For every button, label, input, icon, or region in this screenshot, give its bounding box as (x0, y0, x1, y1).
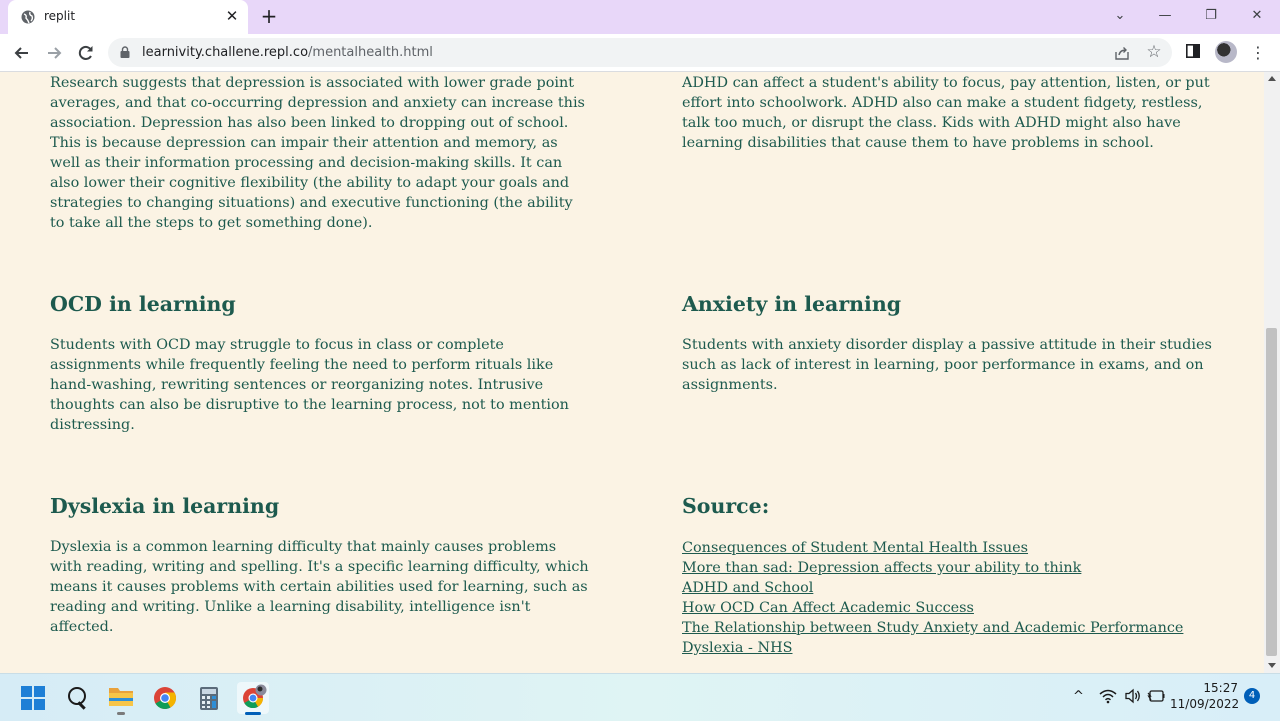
url-text[interactable] (142, 45, 433, 60)
tab-title: replit (44, 9, 76, 23)
list-item (682, 598, 1183, 618)
chrome-icon[interactable] (149, 682, 181, 714)
source-link[interactable]: How OCD Can Affect Academic Success (682, 600, 974, 616)
browser-menu-icon[interactable]: ⋮ (1250, 43, 1266, 62)
battery-charging-icon[interactable] (1147, 689, 1165, 703)
windows-start-icon[interactable] (17, 682, 49, 714)
minimize-button[interactable]: — (1158, 8, 1172, 23)
list-item (682, 618, 1183, 638)
windows-taskbar (0, 673, 1280, 721)
source-link[interactable]: More than sad: Depression affects your ability to think (682, 560, 1082, 576)
side-panel-icon[interactable] (1186, 44, 1200, 58)
list-item (682, 578, 1183, 598)
url-host: learnivity.challene.repl.co (142, 45, 309, 60)
url-path: /mentalhealth.html (308, 45, 433, 60)
close-window-button[interactable]: ✕ (1251, 8, 1263, 23)
tray-overflow-chevron-icon[interactable]: ^ (1073, 689, 1084, 704)
restore-button[interactable]: ❐ (1205, 8, 1217, 23)
adhd-paragraph: ADHD can affect a student's ability to focus, pay attention, listen, or put effort into schoolwork. ADHD also can make a student fidgety, restless, talk too much, or disrupt the class. Kids with ADHD might also have learning disabilities that cause them to have problems in school. (682, 75, 1210, 151)
source-link[interactable]: Consequences of Student Mental Health Issues (682, 540, 1029, 556)
tab-close-icon[interactable]: ✕ (225, 7, 239, 25)
list-item (682, 538, 1183, 558)
address-bar[interactable] (108, 38, 1172, 67)
anxiety-heading: Anxiety in learning (682, 292, 902, 316)
bookmark-star-icon[interactable]: ☆ (1146, 42, 1162, 62)
scroll-down-arrow-icon[interactable] (1268, 663, 1276, 668)
source-link[interactable]: Dyslexia - NHS (682, 640, 793, 656)
list-item (682, 558, 1183, 578)
clock-time[interactable]: 15:27 (1203, 681, 1238, 695)
search-icon[interactable] (61, 682, 93, 714)
clock-date[interactable]: 11/09/2022 (1170, 697, 1240, 711)
dyslexia-heading: Dyslexia in learning (50, 494, 280, 518)
chrome-profile-icon[interactable] (237, 682, 269, 714)
list-item (682, 638, 1183, 658)
anxiety-paragraph: Students with anxiety disorder display a passive attitude in their studies such as lack of interest in learning, poor performance in exams, and on assignments. (682, 337, 1212, 393)
ocd-paragraph: Students with OCD may struggle to focus in class or complete assignments while frequently feeling the need to perform rituals like hand-washing, rewriting sentences or reorganizing notes. Intrusive thoughts can also be disruptive to the learning process, not to mention distressing. (50, 337, 569, 433)
source-link[interactable]: The Relationship between Study Anxiety and Academic Performance (682, 620, 1184, 636)
source-link[interactable]: ADHD and School (682, 580, 814, 596)
forward-arrow-icon[interactable] (43, 42, 65, 64)
dyslexia-paragraph: Dyslexia is a common learning difficulty that mainly causes problems with reading, writing and spelling. It's a specific learning difficulty, which means it causes problems with certain abilities used for learning, such as reading and writing. Unlike a learning disability, intelligence isn't affected. (50, 539, 589, 635)
ocd-heading: OCD in learning (50, 292, 236, 316)
share-icon[interactable] (1114, 45, 1130, 61)
profile-avatar[interactable] (1215, 41, 1237, 63)
globe-icon (21, 10, 35, 24)
depression-paragraph: Research suggests that depression is associated with lower grade point averages, and that co-occurring depression and anxiety can increase this association. Depression has also been linked to dropping out of school. This is because depression can impair their attention and memory, as well as their information processing and decision-making skills. It can also lower their cognitive flexibility (the ability to adapt your goals and strategies to changing situations) and executive functioning (the ability to take all the steps to get something done). (50, 75, 585, 231)
tab-strip (0, 0, 1280, 34)
volume-icon[interactable] (1124, 688, 1142, 704)
reload-icon[interactable] (75, 42, 97, 64)
file-explorer-icon[interactable] (105, 682, 137, 714)
lock-icon[interactable] (120, 46, 130, 58)
new-tab-button[interactable]: + (260, 4, 278, 28)
web-page-content (0, 72, 1264, 673)
running-indicator (117, 712, 125, 715)
browser-toolbar (0, 34, 1280, 72)
source-links-list (682, 538, 1183, 658)
source-heading: Source: (682, 494, 770, 518)
wifi-icon[interactable] (1099, 688, 1117, 704)
scroll-up-arrow-icon[interactable] (1268, 76, 1276, 81)
active-app-indicator (245, 712, 261, 715)
notification-badge[interactable]: 4 (1244, 688, 1260, 704)
tab-search-icon[interactable]: ⌄ (1114, 8, 1126, 23)
vertical-scrollbar[interactable] (1264, 72, 1280, 673)
back-arrow-icon[interactable] (11, 42, 33, 64)
scrollbar-thumb[interactable] (1266, 328, 1277, 656)
calculator-icon[interactable] (193, 682, 225, 714)
browser-tab[interactable] (8, 0, 248, 34)
